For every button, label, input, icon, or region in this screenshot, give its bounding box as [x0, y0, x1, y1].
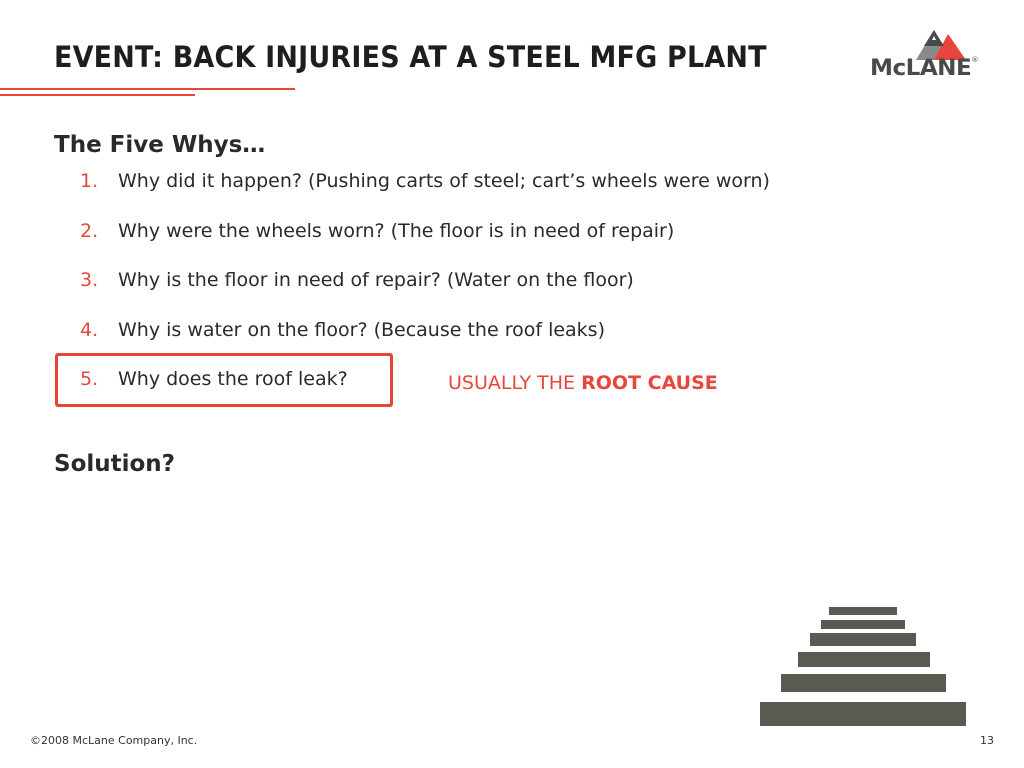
stair-step: [821, 620, 905, 629]
why-text: Why were the wheels worn? (The floor is in need of repair): [118, 219, 675, 242]
stair-step: [798, 652, 930, 667]
why-text: Why did it happen? (Pushing carts of steel; cart’s wheels were worn): [118, 170, 770, 192]
five-whys-heading: The Five Whys…: [54, 132, 266, 158]
title-underline-short: [0, 94, 195, 96]
stair-step: [829, 607, 897, 615]
stair-step: [810, 633, 916, 646]
why-item-3: [80, 269, 770, 319]
stairs-graphic: [760, 607, 968, 727]
title-underline-long: [0, 88, 295, 90]
why-number: 1.: [80, 170, 99, 192]
callout-emphasis: ROOT CAUSE: [581, 372, 718, 394]
why-item-2: [80, 220, 770, 270]
logo-wordmark: McLANE®: [870, 56, 979, 81]
why-text: Why is water on the floor? (Because the roof leaks): [118, 318, 605, 341]
why-number: 3.: [80, 269, 99, 291]
root-cause-highlight-box: [55, 353, 393, 407]
callout-prefix: USUALLY THE: [448, 372, 582, 394]
solution-heading: Solution?: [54, 451, 176, 477]
root-cause-callout: [448, 372, 718, 394]
why-text: Why is the floor in need of repair? (Water on the floor): [118, 269, 634, 291]
why-number: 5.: [80, 368, 99, 390]
copyright-footer: ©2008 McLane Company, Inc.: [30, 734, 198, 747]
stair-step: [781, 674, 946, 692]
mclane-logo: [866, 26, 1002, 82]
page-number: 13: [980, 734, 994, 747]
why-number: 4.: [80, 318, 99, 341]
why-item-1: [80, 170, 770, 220]
slide-title: EVENT: BACK INJURIES AT A STEEL MFG PLANT: [54, 40, 767, 74]
why-number: 2.: [80, 219, 99, 242]
stair-step: [760, 702, 966, 726]
why-text: Why does the roof leak?: [118, 368, 348, 390]
